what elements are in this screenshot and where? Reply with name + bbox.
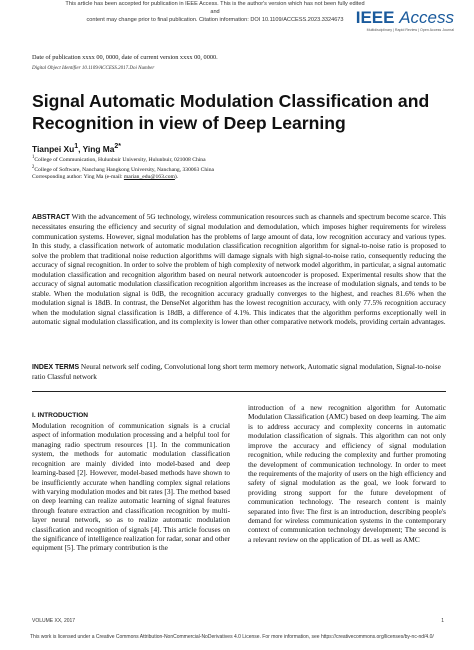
doi-line: Digital Object Identifier 10.1109/ACCESS.2017.Doi Number (32, 66, 155, 71)
abstract (32, 212, 446, 326)
accepted-notice-line1: This article has been accepted for publication in IEEE Access. This is the author's version which has not been fully edited and (65, 1, 365, 15)
paper-title: Signal Automatic Modulation Classification and Recognition in view of Deep Learning (32, 91, 430, 133)
page-number: 1 (441, 618, 444, 624)
body-paragraph: Modulation recognition of communication signals is a crucial aspect of information modulation processing and a helpful tool for managing radio spectrum resources [1]. In the communication system, the methods for automatic modulation classification recognition are mainly divided into model-based and deep learning-based [2]. However, model-based methods have shown to be insufficiently accurate when handling complex signal relations with varying modulation modes and bit rates [3]. The method based on deep learning can realize automatic learning of signal features through feature extraction and classification recognition by multi-layer neural network, so as to realize automatic modulation classification and recognition of signals [4]. This article focuses on the significance of intelligence realization for radar, sonar and other equipment [5]. The primary contribution is the (32, 421, 230, 553)
abstract-text: With the advancement of 5G technology, wireless communication resources such as channels and spectrum become scarce. This necessitates ensuring the efficiency and security of signal modulation and demodulation, which imposes higher requirements for wireless communication systems. However, signal modulation has the problems of large amount of data, low recognition accuracy and various types. In this study, a classification network of automatic modulation classification recognition algorithm for signal-to-noise ratio is proposed to solve the problem that traditional noise reduction algorithms will damage signals with high signal-to-noise ratio, consequently reducing the accuracy of signal recognition. In order to solve the problem of high complexity of network model algorithm, in particular, a signal automatic modulation classification and recognition algorithm based on neural network autoencoder is proposed. Experimental results show that the accuracy of signal automatic modulation classification recognition algorithm increases as the increase of modulation signals, and tends to be stable. When the modulation signal is 0dB, the recognition accuracy gradually converges to the highest, and reaches 81.6% when the modulation signal is 18dB. In contrast, the DenseNet algorithm has the lowest recognition accuracy, with only 77.5% recognition accuracy when the modulation signal classification is 18dB, a difference of 4.1%. This indicates that the algorithm performs exceptionally well in automatic signal modulation classification, and its complexity is lower than other comparative network models, providing certain advantages. (32, 212, 446, 326)
license-notice: This work is licensed under a Creative Commons Attribution-NonCommercial-NoDerivatives 4.0 License. For more information, see https://creativecommons.org/licenses/by-nc-nd/4.0/ (30, 634, 434, 640)
body-column-left (32, 421, 230, 553)
body-column-right (248, 403, 446, 544)
abstract-label: ABSTRACT (32, 214, 70, 221)
body-paragraph: introduction of a new recognition algorithm for Automatic Modulation Classification (AMC) based on deep learning. The aim is to address accuracy and complexity concerns in automatic modulation classification of signals. This algorithm can not only improve the accuracy and efficiency of signal modulation recognition, while reducing the complexity and further promoting the development of communication technology. In order to meet the requirements of the majority of users on the high efficiency and safety of signal modulation as the goal, we look forward to providing strong support for the future development of communication technology. The research content is mainly separated into five: The first is an introduction, describing people's demand for wireless communication systems in the contemporary context of communication technology development; The second is a relevant review on the application of DL as well as AMC (248, 403, 446, 544)
accepted-notice (60, 0, 370, 24)
index-terms-text: Neural network self coding, Convolutional long short term memory network, Automatic signal modulation, Signal-to-noise ratio Classful network (32, 362, 441, 382)
email-link[interactable]: marian_edu@163.com (123, 174, 175, 180)
ieee-access-logo (356, 9, 454, 32)
index-terms-label: INDEX TERMS (32, 364, 80, 371)
author-affiliation-mark: 1 (74, 143, 79, 150)
author-name: Tianpei Xu (32, 143, 75, 154)
affiliation: $^2$College of Software, Nanchang Hangkong University, Nanchang, 330063 China (32, 165, 215, 174)
author-separator: , (78, 143, 83, 154)
index-terms (32, 362, 446, 382)
author-name: Ying Ma (82, 143, 115, 154)
author-list (32, 143, 121, 154)
logo-tagline: Multidisciplinary | Rapid Review | Open Access Journal (366, 28, 454, 32)
author-affiliation-mark: 2* (114, 143, 122, 150)
section-heading: I. INTRODUCTION (32, 412, 89, 419)
logo-name: Access (399, 8, 454, 27)
divider (32, 391, 446, 392)
volume-label: VOLUME XX, 2017 (32, 618, 76, 624)
affiliation: $^1$College of Communication, Hulunbuir University, Hulunbuir, 021008 China (32, 155, 206, 163)
affiliations (32, 154, 214, 175)
logo-brand: IEEE (355, 8, 395, 27)
corresponding-author: Corresponding author: Ying Ma (e-mail: marian_edu@163.com). (32, 174, 179, 180)
accepted-notice-line2: content may change prior to final publication. Citation information: DOI 10.1109/ACCESS.2023.3324673 (86, 17, 344, 23)
publication-date: Date of publication xxxx 00, 0000, date of current version xxxx 00, 0000. (32, 54, 218, 61)
